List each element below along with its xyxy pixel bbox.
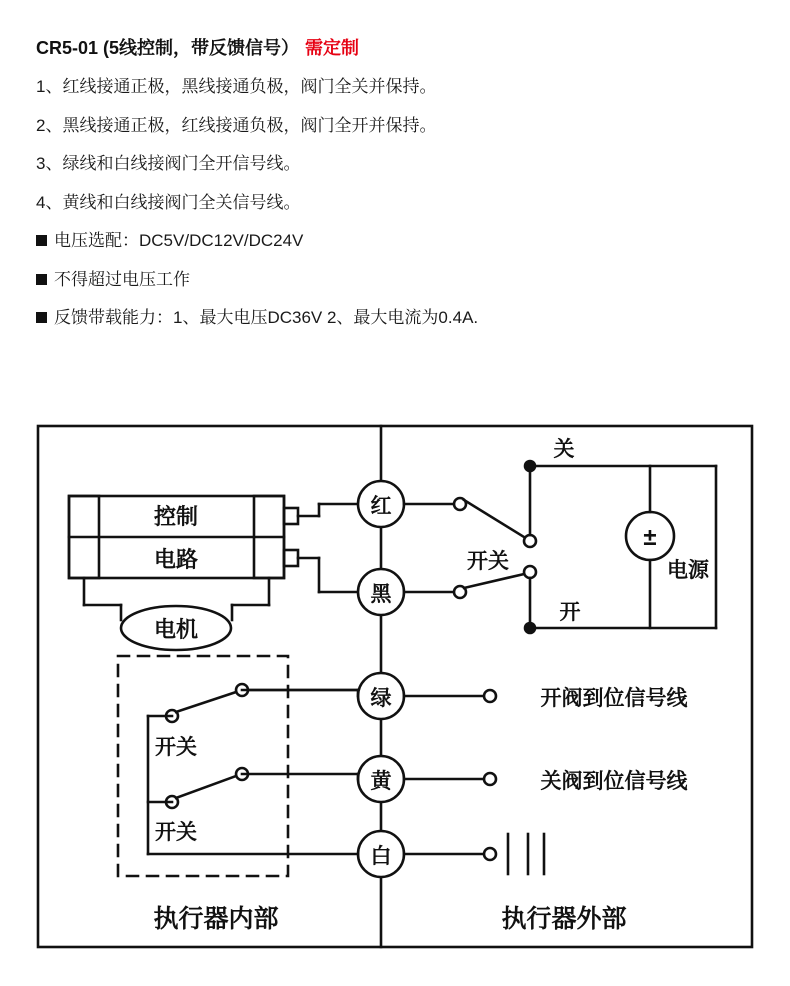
close-signal-label: 关阀到位信号线 [540, 770, 688, 793]
spec-overvoltage-text: 不得超过电压工作 [54, 269, 190, 289]
feedback-switch-top-label: 开关 [155, 736, 197, 759]
square-bullet-icon [36, 274, 47, 285]
power-label: 电源 [667, 559, 709, 582]
feedback-switch-bottom-label: 开关 [155, 821, 197, 844]
controller-label-line2: 电路 [153, 547, 199, 572]
open-signal-label: 开阀到位信号线 [540, 687, 688, 710]
switch-blade-bottom [464, 574, 524, 588]
open-label: 开 [559, 601, 581, 624]
instruction-line-2: 2、黑线接通正极，红线接通负极，阀门全开并保持。 [36, 115, 437, 135]
instruction-line-3: 3、绿线和白线接阀门全开信号线。 [36, 154, 301, 173]
switch-blade-top [464, 500, 524, 537]
feedback-switch-top-blade [176, 692, 236, 712]
controller-label-line1: 控制 [153, 504, 199, 529]
switch-contact-close [524, 535, 536, 547]
custom-note: 需定制 [305, 38, 360, 58]
spec-line-overvoltage [36, 267, 756, 293]
yellow-signal-terminal [484, 773, 496, 785]
model-name: CR5-01 (5线控制，带反馈信号） [36, 38, 300, 58]
yellow-wire-node-label: 黄 [370, 770, 392, 793]
green-signal-terminal [484, 690, 496, 702]
square-bullet-icon [36, 235, 47, 246]
spec-voltage-text: 电压选配：DC5V/DC12V/DC24V [54, 231, 304, 250]
black-wire-node-label: 黑 [370, 583, 392, 606]
switch-contact-open [524, 566, 536, 578]
feedback-switch-bottom-blade [176, 776, 236, 798]
spec-line-voltage [36, 228, 756, 254]
controller-notch-bottom [284, 550, 298, 566]
spec-feedback-text: 反馈带载能力：1、最大电压DC36V 2、最大电流为0.4A. [54, 308, 479, 327]
right-switch-label: 开关 [467, 550, 509, 573]
text-block [36, 34, 756, 344]
inside-label: 执行器内部 [153, 905, 279, 933]
instruction-line-4: 4、黄线和白线接阀门全关信号线。 [36, 192, 301, 212]
page-title [36, 34, 756, 60]
close-label: 关 [553, 438, 575, 461]
power-symbol-label: ± [643, 524, 657, 551]
instruction-line-1: 1、红线接通正极，黑线接通负极，阀门全关并保持。 [36, 77, 437, 96]
square-bullet-icon [36, 312, 47, 323]
wiring-diagram [36, 424, 754, 949]
controller-notch-top [284, 508, 298, 524]
motor-label: 电机 [153, 617, 199, 642]
green-wire-node-label: 绿 [370, 687, 392, 710]
white-signal-terminal [484, 848, 496, 860]
outside-label: 执行器外部 [501, 905, 627, 933]
spec-line-feedback [36, 305, 756, 331]
white-wire-node-label: 白 [370, 845, 392, 868]
red-wire-node-label: 红 [370, 495, 392, 518]
